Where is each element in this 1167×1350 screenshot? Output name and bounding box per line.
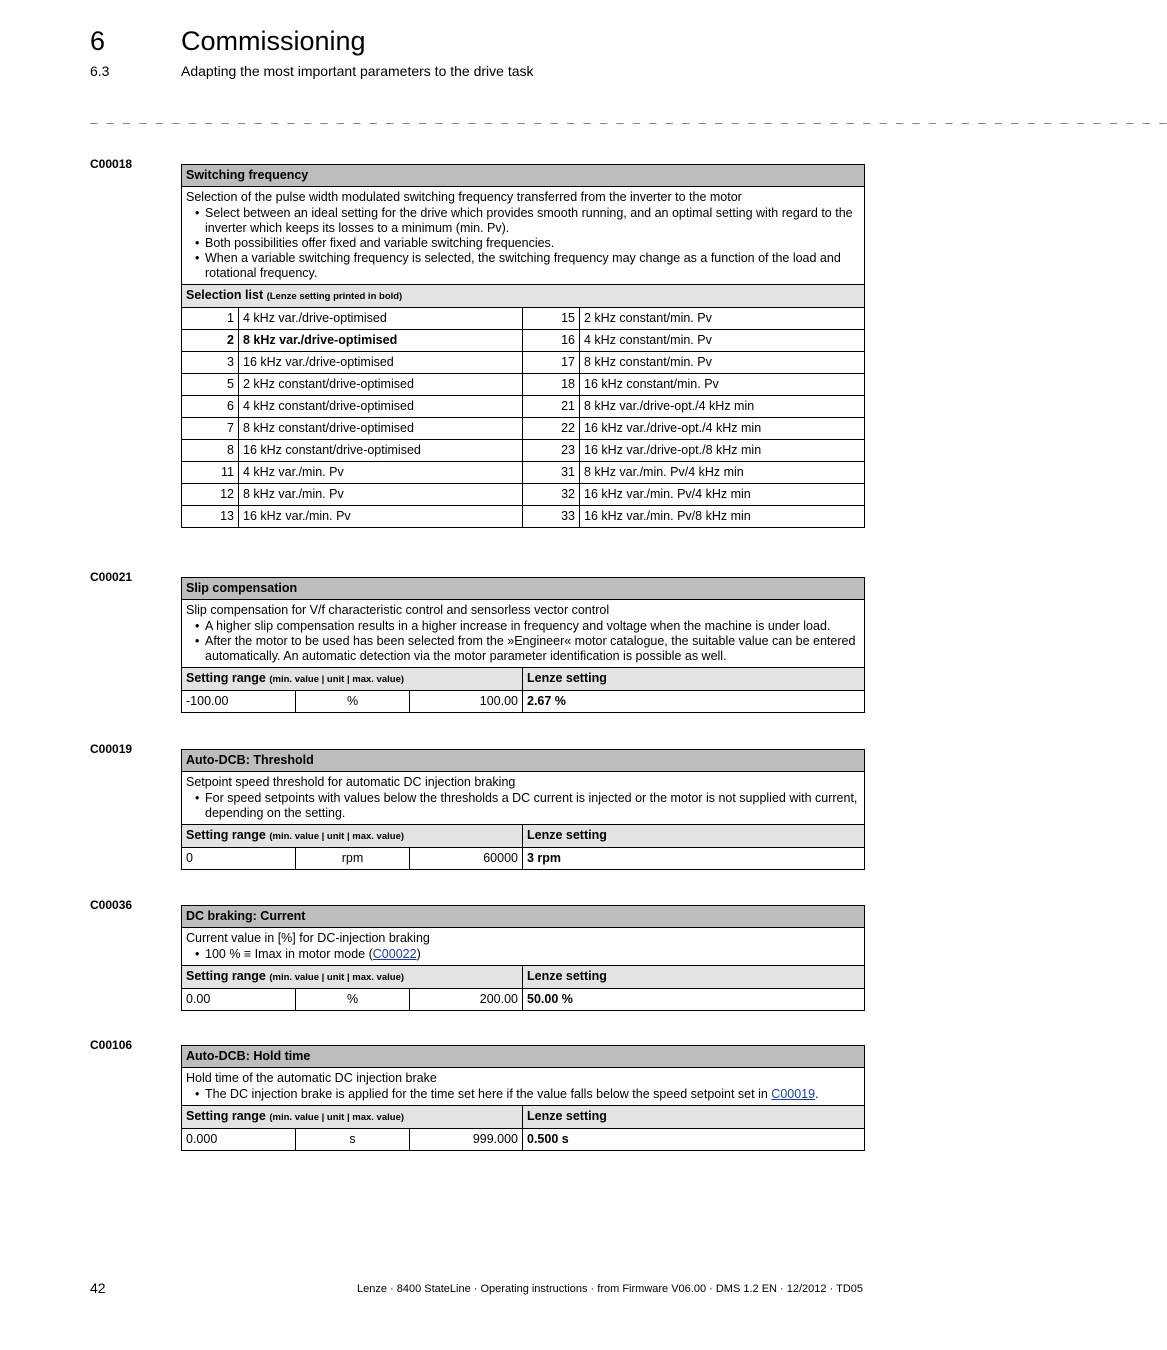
chapter-number: 6 bbox=[90, 26, 106, 56]
option-label: 16 kHz var./min. Pv bbox=[239, 506, 523, 528]
option-label-default: 8 kHz var./drive-optimised bbox=[239, 330, 523, 352]
bullet-text: . bbox=[815, 1087, 819, 1101]
description-bullet: • When a variable switching frequency is selected, the switching frequency may change as a function of the load and rotational frequency. bbox=[205, 251, 860, 281]
option-label: 16 kHz var./drive-opt./4 kHz min bbox=[580, 418, 865, 440]
min-value: 0.00 bbox=[182, 989, 296, 1011]
param-code-c00019: C00019 bbox=[90, 742, 133, 756]
unit: rpm bbox=[296, 848, 410, 870]
lenze-setting-header: Lenze setting bbox=[523, 1106, 865, 1129]
option-label: 8 kHz var./drive-opt./4 kHz min bbox=[580, 396, 865, 418]
description-intro: Selection of the pulse width modulated switching frequency transferred from the inverter to the motor bbox=[186, 190, 742, 204]
section-title: Adapting the most important parameters to the drive task bbox=[181, 63, 534, 79]
setting-range-note: (min. value | unit | max. value) bbox=[269, 1112, 405, 1123]
description-intro: Current value in [%] for DC-injection braking bbox=[186, 931, 430, 945]
option-number: 11 bbox=[182, 462, 239, 484]
description-bullet bbox=[205, 947, 860, 962]
option-number: 16 bbox=[523, 330, 580, 352]
option-label: 16 kHz constant/drive-optimised bbox=[239, 440, 523, 462]
option-number: 18 bbox=[523, 374, 580, 396]
selection-list-header bbox=[182, 285, 865, 308]
section-number: 6.3 bbox=[90, 63, 110, 79]
option-number: 8 bbox=[182, 440, 239, 462]
table-row bbox=[182, 484, 865, 506]
param-link-c00019[interactable]: C00019 bbox=[771, 1087, 816, 1101]
option-label: 4 kHz var./min. Pv bbox=[239, 462, 523, 484]
option-label: 2 kHz constant/min. Pv bbox=[580, 308, 865, 330]
setting-range-note: (min. value | unit | max. value) bbox=[269, 831, 405, 842]
lenze-setting-value: 2.67 % bbox=[523, 691, 865, 713]
param-table-c00036 bbox=[181, 905, 865, 1011]
param-title: Slip compensation bbox=[182, 578, 865, 600]
table-row bbox=[182, 418, 865, 440]
option-number: 15 bbox=[523, 308, 580, 330]
param-table-c00018 bbox=[181, 164, 865, 528]
lenze-setting-header: Lenze setting bbox=[523, 668, 865, 691]
option-label: 2 kHz constant/drive-optimised bbox=[239, 374, 523, 396]
description-bullets bbox=[186, 206, 860, 281]
lenze-setting-header: Lenze setting bbox=[523, 966, 865, 989]
description-bullets bbox=[186, 791, 860, 821]
option-label: 4 kHz constant/drive-optimised bbox=[239, 396, 523, 418]
selection-list-label: Selection list bbox=[186, 288, 264, 302]
param-link-c00022[interactable]: C00022 bbox=[372, 947, 417, 961]
option-number: 23 bbox=[523, 440, 580, 462]
param-title: Auto-DCB: Hold time bbox=[182, 1046, 865, 1068]
param-code-c00106: C00106 bbox=[90, 1038, 133, 1052]
description-bullet bbox=[205, 1087, 860, 1102]
bullet-text: 100 % ≡ Imax in motor mode ( bbox=[205, 947, 373, 961]
selection-list-note: (Lenze setting printed in bold) bbox=[266, 291, 403, 302]
max-value: 200.00 bbox=[410, 989, 523, 1011]
unit: % bbox=[296, 989, 410, 1011]
table-row bbox=[182, 691, 865, 713]
chapter-title: Commissioning bbox=[181, 26, 366, 56]
table-row bbox=[182, 352, 865, 374]
param-table-c00106 bbox=[181, 1045, 865, 1151]
param-title: DC braking: Current bbox=[182, 906, 865, 928]
min-value: 0.000 bbox=[182, 1129, 296, 1151]
option-number: 33 bbox=[523, 506, 580, 528]
setting-range-label: Setting range bbox=[186, 671, 266, 685]
option-number: 1 bbox=[182, 308, 239, 330]
header-separator: _ _ _ _ _ _ _ _ _ _ _ _ _ _ _ _ _ _ _ _ _ _ _ _ _ _ _ _ _ _ _ _ _ _ _ _ _ _ _ _ _ _ _ _ _ _ _ _ _ _ _ _ _ _ _ _ _ _ _ _ _ _ _ _ _ _ bbox=[90, 110, 1167, 124]
description-intro: Slip compensation for V/f characteristic control and sensorless vector control bbox=[186, 603, 610, 617]
description-bullet: • For speed setpoints with values below the thresholds a DC current is injected or the motor is not supplied with current, depending on the setting. bbox=[205, 791, 860, 821]
description-intro: Setpoint speed threshold for automatic DC injection braking bbox=[186, 775, 516, 789]
max-value: 100.00 bbox=[410, 691, 523, 713]
description-bullet: • Both possibilities offer fixed and variable switching frequencies. bbox=[205, 236, 860, 251]
setting-range-label: Setting range bbox=[186, 1109, 266, 1123]
param-table-c00019 bbox=[181, 749, 865, 870]
table-row bbox=[182, 989, 865, 1011]
option-label: 16 kHz constant/min. Pv bbox=[580, 374, 865, 396]
param-code-c00021: C00021 bbox=[90, 570, 133, 584]
setting-range-header bbox=[182, 1106, 523, 1129]
table-row bbox=[182, 1129, 865, 1151]
option-label: 16 kHz var./drive-optimised bbox=[239, 352, 523, 374]
setting-range-label: Setting range bbox=[186, 828, 266, 842]
option-label: 8 kHz constant/min. Pv bbox=[580, 352, 865, 374]
description-bullets bbox=[186, 947, 860, 962]
lenze-setting-value: 3 rpm bbox=[523, 848, 865, 870]
param-description bbox=[182, 600, 865, 668]
option-label: 8 kHz var./min. Pv bbox=[239, 484, 523, 506]
option-number: 21 bbox=[523, 396, 580, 418]
table-row bbox=[182, 440, 865, 462]
lenze-setting-header: Lenze setting bbox=[523, 825, 865, 848]
bullet-text: ) bbox=[416, 947, 421, 961]
option-label: 4 kHz var./drive-optimised bbox=[239, 308, 523, 330]
setting-range-note: (min. value | unit | max. value) bbox=[269, 674, 405, 685]
lenze-setting-value: 50.00 % bbox=[523, 989, 865, 1011]
setting-range-label: Setting range bbox=[186, 969, 266, 983]
bullet-text: The DC injection brake is applied for the time set here if the value falls below the speed setpoint set in bbox=[205, 1087, 772, 1101]
option-number: 13 bbox=[182, 506, 239, 528]
lenze-setting-value: 0.500 s bbox=[523, 1129, 865, 1151]
param-description bbox=[182, 928, 865, 966]
option-label: 16 kHz var./drive-opt./8 kHz min bbox=[580, 440, 865, 462]
description-bullet: • Select between an ideal setting for the drive which provides smooth running, and an optimal setting with regard to the inverter which keeps its losses to a minimum (min. Pv). bbox=[205, 206, 860, 236]
option-number: 12 bbox=[182, 484, 239, 506]
option-label: 8 kHz constant/drive-optimised bbox=[239, 418, 523, 440]
option-number: 7 bbox=[182, 418, 239, 440]
description-bullet: • A higher slip compensation results in a higher increase in frequency and voltage when the machine is under load. bbox=[205, 619, 860, 634]
param-description bbox=[182, 187, 865, 285]
param-description bbox=[182, 1068, 865, 1106]
table-row bbox=[182, 330, 865, 352]
setting-range-header bbox=[182, 966, 523, 989]
unit: s bbox=[296, 1129, 410, 1151]
table-row bbox=[182, 374, 865, 396]
description-intro: Hold time of the automatic DC injection brake bbox=[186, 1071, 437, 1085]
setting-range-header bbox=[182, 668, 523, 691]
unit: % bbox=[296, 691, 410, 713]
description-bullet: • After the motor to be used has been selected from the »Engineer« motor catalogue, the suitable value can be entered automatically. An automatic detection via the motor parameter identification is possible as well. bbox=[205, 634, 860, 664]
param-code-c00036: C00036 bbox=[90, 898, 133, 912]
max-value: 60000 bbox=[410, 848, 523, 870]
param-title: Switching frequency bbox=[182, 165, 865, 187]
table-row bbox=[182, 506, 865, 528]
option-number: 17 bbox=[523, 352, 580, 374]
table-row bbox=[182, 396, 865, 418]
option-number: 5 bbox=[182, 374, 239, 396]
option-label: 16 kHz var./min. Pv/4 kHz min bbox=[580, 484, 865, 506]
param-table-c00021 bbox=[181, 577, 865, 713]
option-label: 8 kHz var./min. Pv/4 kHz min bbox=[580, 462, 865, 484]
param-code-c00018: C00018 bbox=[90, 157, 133, 171]
setting-range-note: (min. value | unit | max. value) bbox=[269, 972, 405, 983]
table-row bbox=[182, 462, 865, 484]
min-value: -100.00 bbox=[182, 691, 296, 713]
option-number: 31 bbox=[523, 462, 580, 484]
max-value: 999.000 bbox=[410, 1129, 523, 1151]
option-number: 32 bbox=[523, 484, 580, 506]
min-value: 0 bbox=[182, 848, 296, 870]
option-number-default: 2 bbox=[182, 330, 239, 352]
param-title: Auto-DCB: Threshold bbox=[182, 750, 865, 772]
footer-text: Lenze · 8400 StateLine · Operating instructions · from Firmware V06.00 · DMS 1.2 EN · 12/2012 · TD05 bbox=[356, 1283, 863, 1295]
param-description bbox=[182, 772, 865, 825]
table-row bbox=[182, 848, 865, 870]
setting-range-header bbox=[182, 825, 523, 848]
description-bullets bbox=[186, 1087, 860, 1102]
table-row bbox=[182, 308, 865, 330]
option-number: 6 bbox=[182, 396, 239, 418]
option-number: 3 bbox=[182, 352, 239, 374]
page-number: 42 bbox=[90, 1280, 106, 1296]
option-number: 22 bbox=[523, 418, 580, 440]
description-bullets bbox=[186, 619, 860, 664]
option-label: 4 kHz constant/min. Pv bbox=[580, 330, 865, 352]
option-label: 16 kHz var./min. Pv/8 kHz min bbox=[580, 506, 865, 528]
